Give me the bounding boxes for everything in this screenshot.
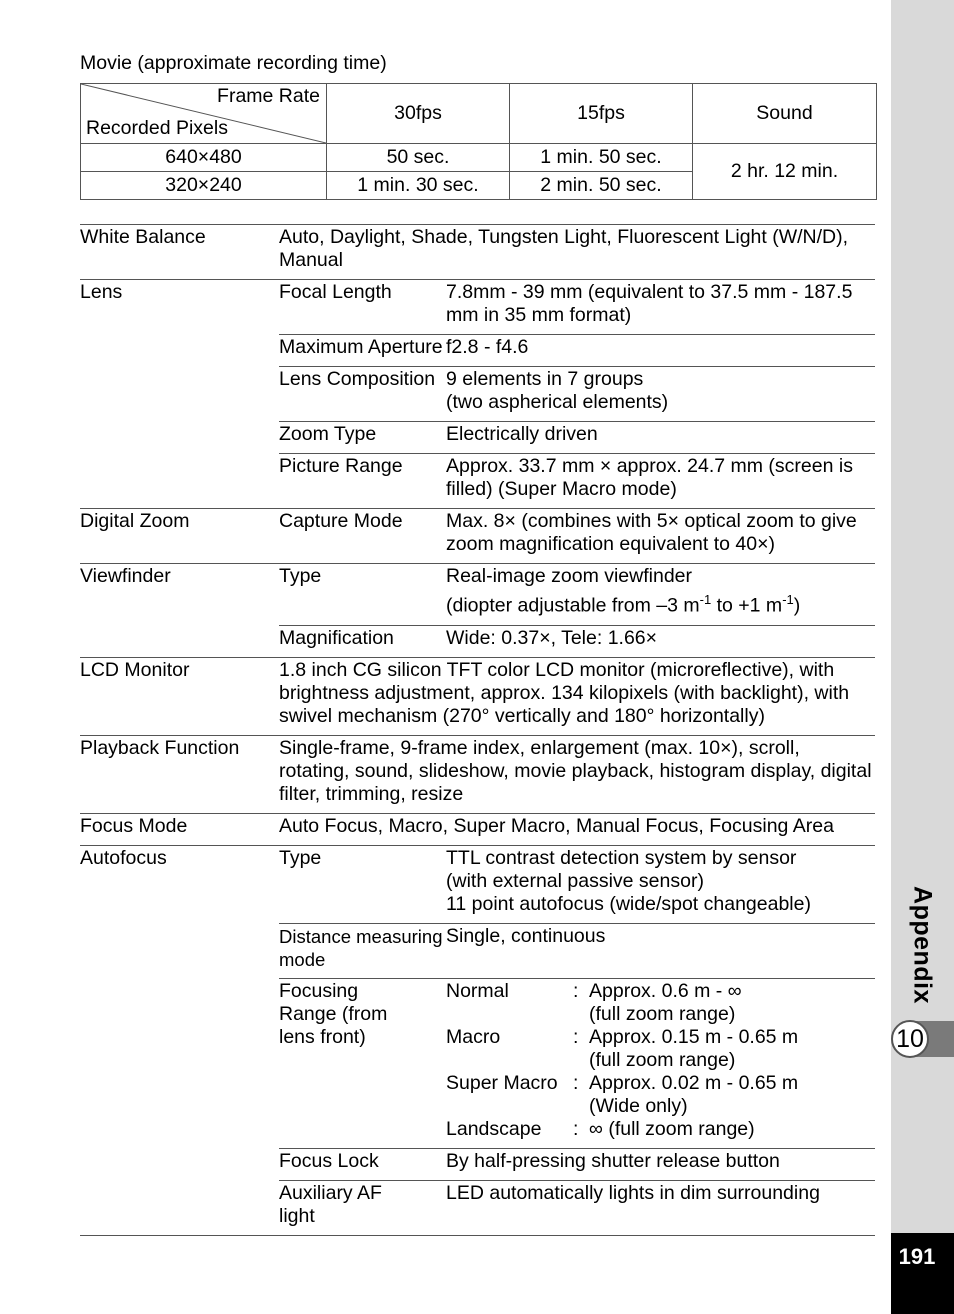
range-value <box>589 1026 875 1072</box>
sub-value: Single, continuous <box>446 924 606 947</box>
exponent: -1 <box>699 592 712 607</box>
spec-label: Digital Zoom <box>80 510 190 532</box>
time-30fps-cell: 50 sec. <box>327 144 510 172</box>
range-name: Super Macro <box>446 1071 558 1094</box>
time-15fps-cell: 2 min. 50 sec. <box>510 172 693 200</box>
sub-label: Focus Lock <box>279 1149 379 1172</box>
value-line: Real-image zoom viewfinder <box>446 565 693 587</box>
sub-label: Maximum Aperture <box>279 336 443 358</box>
value-line <box>446 588 875 618</box>
sub-row-zoom-type <box>279 422 875 454</box>
value-line: Approx. 0.6 m - ∞ <box>589 979 742 1002</box>
sub-label: Distance measuring mode <box>279 925 443 970</box>
sub-value: Approx. 33.7 mm × approx. 24.7 mm (screen is filled) (Super Macro mode) <box>446 455 853 500</box>
range-value <box>589 1072 875 1118</box>
sub-row-af-type <box>279 846 875 924</box>
time-15fps-cell: 1 min. 50 sec. <box>510 144 693 172</box>
spec-sub-table <box>279 564 875 657</box>
spec-label: Viewfinder <box>80 565 171 587</box>
header-sound: Sound <box>693 84 877 144</box>
chapter-number: 10 <box>891 1020 929 1058</box>
spec-row-digital-zoom <box>80 509 875 564</box>
sub-value: LED automatically lights in dim surrounding <box>446 1181 820 1204</box>
sub-label: Focal Length <box>279 281 392 303</box>
recorded-pixels-label: Recorded Pixels <box>86 117 228 139</box>
value-line: Approx. 0.02 m - 0.65 m <box>589 1071 799 1094</box>
range-value <box>589 980 875 1026</box>
spec-label: Lens <box>80 281 123 303</box>
range-item <box>446 1118 875 1141</box>
spec-row-autofocus <box>80 846 875 1236</box>
value-line: (full zoom range) <box>589 1048 736 1071</box>
spec-label: White Balance <box>80 226 206 248</box>
spec-sub-table <box>279 509 875 563</box>
sub-label: Type <box>279 846 322 869</box>
spec-row-playback <box>80 736 875 814</box>
spec-value: Single-frame, 9-frame index, enlargement (max. 10×), scroll, rotating, sound, slideshow, movie playback, histogram display, digital filter, trimming, resize <box>279 736 872 805</box>
spec-row-lens <box>80 280 875 509</box>
range-colon: : <box>573 1071 579 1094</box>
spec-row-focus-mode <box>80 814 875 846</box>
table-row <box>81 144 877 172</box>
spec-value: Auto Focus, Macro, Super Macro, Manual Focus, Focusing Area <box>279 814 834 837</box>
sub-value: Wide: 0.37×, Tele: 1.66× <box>446 626 658 649</box>
page-number: 191 <box>898 1244 936 1269</box>
spec-sub-table <box>279 280 875 508</box>
movie-heading: Movie (approximate recording time) <box>80 52 387 74</box>
sub-row-capture-mode <box>279 509 875 563</box>
table-header-row <box>81 84 877 144</box>
sub-label: Zoom Type <box>279 423 377 445</box>
sub-value: Max. 8× (combines with 5× optical zoom to give zoom magnification equivalent to 40×) <box>446 510 857 555</box>
time-30fps-cell: 1 min. 30 sec. <box>327 172 510 200</box>
range-value <box>589 1118 875 1141</box>
range-item <box>446 980 875 1026</box>
sub-value <box>446 979 875 1148</box>
sub-label: Picture Range <box>279 455 403 477</box>
sub-row-focal-length <box>279 280 875 335</box>
sub-row-focusing-range <box>279 979 875 1149</box>
value-line: (full zoom range) <box>589 1002 736 1025</box>
sub-row-type <box>279 564 875 626</box>
spec-label: LCD Monitor <box>80 658 190 681</box>
header-15fps: 15fps <box>510 84 693 144</box>
sub-label: Capture Mode <box>279 510 403 532</box>
spec-value: Auto, Daylight, Shade, Tungsten Light, Fluorescent Light (W/N/D), Manual <box>279 226 849 271</box>
sub-label: Focusing Range (from lens front) <box>279 979 388 1048</box>
spec-value: 1.8 inch CG silicon TFT color LCD monitor (microreflective), with brightness adjustment, approx. 134 kilopixels (with backlight), with swivel mechanism (270° vertically and 180° horizontally) <box>279 658 850 727</box>
sub-label: Auxiliary AF light <box>279 1181 382 1227</box>
value-line: 11 point autofocus (wide/spot changeable) <box>446 892 811 915</box>
frame-rate-label: Frame Rate <box>217 85 320 107</box>
value-line: (with external passive sensor) <box>446 869 704 892</box>
value-text: to +1 m <box>711 594 783 617</box>
value-text: (diopter adjustable from –3 m <box>446 594 700 617</box>
sidebar <box>891 0 954 1314</box>
range-name: Normal <box>446 979 509 1002</box>
sub-row-distance-mode <box>279 924 875 979</box>
range-item <box>446 1072 875 1118</box>
range-colon: : <box>573 979 579 1002</box>
exponent: -1 <box>782 592 794 607</box>
sub-row-aux-af-light <box>279 1181 875 1235</box>
header-30fps: 30fps <box>327 84 510 144</box>
range-name: Macro <box>446 1025 501 1048</box>
value-text: ) <box>793 594 801 617</box>
sub-value <box>446 367 875 421</box>
resolution-cell: 320×240 <box>81 172 327 200</box>
spec-row-lcd-monitor <box>80 658 875 736</box>
diagonal-header-cell <box>81 84 327 144</box>
spec-row-white-balance <box>80 225 875 280</box>
value-line: ∞ (full zoom range) <box>589 1117 755 1140</box>
sub-value: Electrically driven <box>446 423 598 445</box>
value-line: (Wide only) <box>589 1094 688 1117</box>
range-name: Landscape <box>446 1117 542 1140</box>
spec-list <box>80 224 875 1236</box>
sub-row-composition <box>279 367 875 422</box>
sub-row-focus-lock <box>279 1149 875 1181</box>
spec-sub-table <box>279 846 875 1235</box>
sub-label: Magnification <box>279 626 394 649</box>
value-line: TTL contrast detection system by sensor <box>446 846 797 869</box>
range-colon: : <box>573 1117 579 1140</box>
range-colon: : <box>573 1025 579 1048</box>
value-line: Approx. 0.15 m - 0.65 m <box>589 1025 799 1048</box>
sub-value <box>446 564 875 625</box>
spec-label: Autofocus <box>80 846 167 869</box>
sub-row-picture-range <box>279 454 875 508</box>
sub-value: f2.8 - f4.6 <box>446 336 529 358</box>
sub-value <box>446 846 875 923</box>
spec-row-viewfinder <box>80 564 875 658</box>
movie-table <box>80 83 877 200</box>
sound-time-cell: 2 hr. 12 min. <box>693 144 877 200</box>
spec-label: Playback Function <box>80 736 240 759</box>
resolution-cell: 640×480 <box>81 144 327 172</box>
value-line: (two aspherical elements) <box>446 391 669 413</box>
chapter-title: Appendix <box>908 886 937 1004</box>
value-line: 9 elements in 7 groups <box>446 368 644 390</box>
sub-value: 7.8mm - 39 mm (equivalent to 37.5 mm - 187.5 mm in 35 mm format) <box>446 281 853 326</box>
range-item <box>446 1026 875 1072</box>
sub-row-magnification <box>279 626 875 657</box>
spec-label: Focus Mode <box>80 814 188 837</box>
sub-label: Lens Composition <box>279 368 436 390</box>
sub-label: Type <box>279 565 322 587</box>
sub-value: By half-pressing shutter release button <box>446 1149 780 1172</box>
sub-row-aperture <box>279 335 875 367</box>
